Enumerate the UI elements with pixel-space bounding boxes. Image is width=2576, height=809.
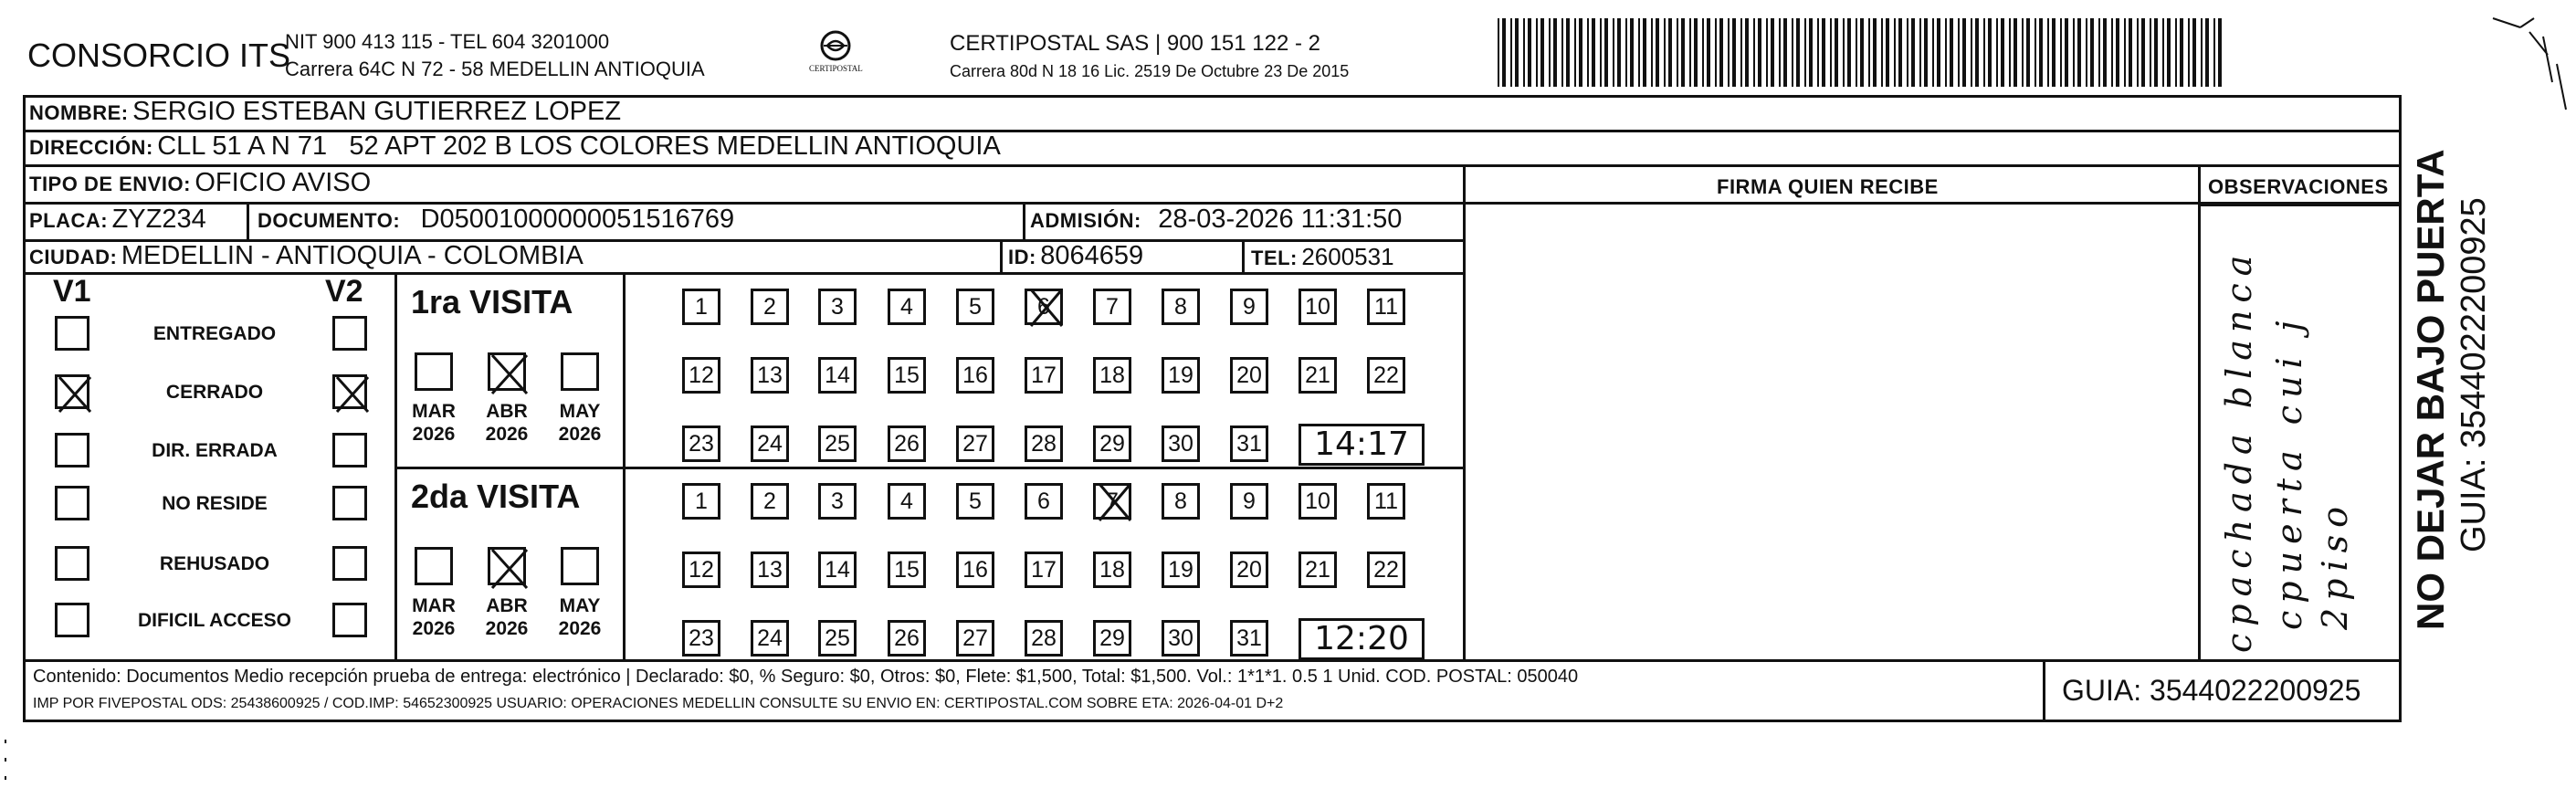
check-mark-icon [54, 373, 96, 415]
col-line [394, 272, 397, 659]
ciudad-value: MEDELLIN - ANTIOQUIA - COLOMBIA [121, 241, 584, 270]
tel-label: TEL: [1251, 247, 1298, 269]
certipostal-logo-icon [804, 27, 867, 82]
col-line [1242, 239, 1245, 272]
day-box[interactable]: 24 [751, 426, 789, 462]
month-year: 2026 [412, 424, 456, 445]
status-v2-checkbox[interactable] [332, 546, 367, 581]
footer-guia: GUIA: 3544022200925 [2062, 674, 2361, 707]
col-line [2043, 659, 2045, 720]
courier-address: Carrera 80d N 18 16 Lic. 2519 De Octubre 23 De 2015 [950, 62, 1350, 80]
certipostal-logo [804, 27, 867, 82]
row-line [394, 467, 1466, 469]
id-label: ID: [1008, 246, 1036, 268]
month-label [475, 400, 539, 446]
month-checkbox[interactable] [488, 352, 526, 391]
placa-row [29, 205, 206, 235]
month-year: 2026 [485, 424, 529, 445]
status-label: CERRADO [165, 382, 264, 403]
side-guia: GUIA: 3544022200925 [2455, 197, 2493, 552]
check-mark-icon [487, 546, 532, 592]
month-label [402, 594, 466, 640]
id-row [1008, 241, 1143, 271]
direccion-label: DIRECCIÓN: [29, 136, 153, 159]
day-box[interactable]: 28 [1025, 620, 1063, 657]
day-box[interactable]: 3 [818, 483, 857, 520]
day-box[interactable]: 26 [888, 426, 926, 462]
ciudad-label: CIUDAD: [29, 246, 118, 268]
day-box[interactable]: 16 [956, 357, 994, 394]
month-name: ABR [486, 595, 528, 616]
day-box[interactable]: 31 [1230, 620, 1268, 657]
day-box[interactable]: 16 [956, 552, 994, 588]
month-name: ABR [486, 401, 528, 422]
status-v2-checkbox[interactable] [332, 316, 367, 351]
no-dejar-warning: NO DEJAR BAJO PUERTA [2409, 149, 2452, 630]
month-name: MAR [412, 595, 456, 616]
day-box[interactable]: 13 [751, 552, 789, 588]
day-box[interactable]: 22 [1367, 552, 1405, 588]
month-year: 2026 [558, 618, 602, 639]
day-number: 6 [1037, 294, 1050, 320]
day-box[interactable]: 2 [751, 289, 789, 325]
month-year: 2026 [412, 618, 456, 639]
status-label: DIR. ERRADA [152, 440, 278, 461]
status-v1-checkbox[interactable] [55, 374, 89, 409]
check-mark-icon [1024, 286, 1069, 331]
status-v1-checkbox[interactable] [55, 316, 89, 351]
day-box[interactable]: 9 [1230, 289, 1268, 325]
day-box[interactable]: 7 [1093, 289, 1131, 325]
check-mark-icon [331, 373, 373, 415]
day-box[interactable]: 21 [1299, 357, 1337, 394]
visit-time: 12:20 [1299, 618, 1425, 660]
day-box[interactable]: 1 [682, 483, 720, 520]
firma-header: FIRMA QUIEN RECIBE [1717, 175, 1939, 198]
status-v2-checkbox[interactable] [332, 433, 367, 468]
status-v1-checkbox[interactable] [55, 546, 89, 581]
day-box[interactable]: 24 [751, 620, 789, 657]
day-box[interactable]: 29 [1093, 426, 1131, 462]
day-box[interactable]: 11 [1367, 289, 1405, 325]
month-label [548, 594, 612, 640]
company-address: Carrera 64C N 72 - 58 MEDELLIN ANTIOQUIA [285, 58, 705, 80]
footer-contenido: Contenido: Documentos Medio recepción prueba de entrega: electrónico | Declarado: $0, % Seguro: $0, Otros: $0, Flete: $1,500, Total: $1,500. Vol.: 1*1*1. 0.5 1 Unid. COD. POSTAL: 050040 [33, 667, 1579, 687]
tel-value: 2600531 [1301, 243, 1394, 270]
day-box[interactable]: 26 [888, 620, 926, 657]
month-label [402, 400, 466, 446]
courier-name: CERTIPOSTAL SAS | 900 151 122 - 2 [950, 31, 1320, 56]
frame-left [23, 95, 26, 722]
direccion-value: CLL 51 A N 71 52 APT 202 B LOS COLORES MEDELLIN ANTIOQUIA [157, 131, 1001, 161]
status-v1-checkbox[interactable] [55, 603, 89, 637]
status-label: ENTREGADO [152, 323, 277, 344]
company-nit: NIT 900 413 115 - TEL 604 3201000 [285, 30, 610, 53]
day-box[interactable]: 8 [1162, 289, 1200, 325]
day-box[interactable]: 20 [1230, 552, 1268, 588]
row-line [23, 164, 2402, 167]
month-checkbox[interactable] [415, 352, 453, 391]
visit-title: 2da VISITA [411, 478, 581, 515]
month-name: MAY [559, 401, 601, 422]
day-box[interactable]: 12 [682, 552, 720, 588]
month-checkbox[interactable] [415, 547, 453, 585]
col-line [1463, 164, 1466, 662]
col-line [1000, 239, 1003, 272]
day-box[interactable]: 10 [1299, 483, 1337, 520]
observaciones-header: OBSERVACIONES [2208, 175, 2389, 198]
v2-header: V2 [325, 274, 363, 309]
day-box[interactable]: 2 [751, 483, 789, 520]
day-box[interactable]: 28 [1025, 426, 1063, 462]
day-box[interactable]: 29 [1093, 620, 1131, 657]
col-line [2198, 164, 2201, 662]
day-box[interactable]: 30 [1162, 620, 1200, 657]
status-v1-checkbox[interactable] [55, 486, 89, 520]
observacion-line-1: cpachada blanca [2219, 247, 2259, 653]
documento-value: D05001000000051516769 [420, 205, 735, 234]
day-box[interactable]: 5 [956, 289, 994, 325]
day-box[interactable]: 23 [682, 426, 720, 462]
nombre-value: SERGIO ESTEBAN GUTIERREZ LOPEZ [132, 97, 622, 126]
frame-bottom [23, 720, 2402, 722]
day-box[interactable]: 19 [1162, 357, 1200, 394]
day-box[interactable]: 3 [818, 289, 857, 325]
day-box[interactable]: 27 [956, 620, 994, 657]
day-box[interactable]: 11 [1367, 483, 1405, 520]
day-box[interactable]: 30 [1162, 426, 1200, 462]
nombre-label: NOMBRE: [29, 101, 129, 124]
tipo-row [29, 168, 371, 198]
day-number: 7 [1106, 489, 1119, 514]
day-box[interactable]: 4 [888, 289, 926, 325]
day-box[interactable]: 21 [1299, 552, 1337, 588]
day-box[interactable]: 15 [888, 357, 926, 394]
row-line [2201, 204, 2402, 206]
observacion-line-2: cpuerta cui j [2269, 313, 2309, 630]
month-name: MAY [559, 595, 601, 616]
admision-label: ADMISIÓN: [1030, 209, 1141, 232]
day-box[interactable]: 4 [888, 483, 926, 520]
frame-right [2399, 95, 2402, 722]
day-box[interactable]: 9 [1230, 483, 1268, 520]
status-v2-checkbox[interactable] [332, 374, 367, 409]
day-box[interactable]: 22 [1367, 357, 1405, 394]
day-box[interactable]: 1 [682, 289, 720, 325]
col-line [623, 272, 626, 659]
direccion-row [29, 131, 1001, 162]
status-v2-checkbox[interactable] [332, 603, 367, 637]
day-box[interactable]: 19 [1162, 552, 1200, 588]
day-box[interactable]: 15 [888, 552, 926, 588]
status-v1-checkbox[interactable] [55, 433, 89, 468]
day-box[interactable] [1093, 483, 1131, 520]
day-box[interactable]: 13 [751, 357, 789, 394]
nombre-row [29, 97, 621, 127]
col-line [247, 202, 249, 239]
tipo-label: TIPO DE ENVIO: [29, 173, 191, 195]
month-checkbox[interactable] [561, 352, 599, 391]
id-value: 8064659 [1040, 241, 1144, 270]
day-box[interactable]: 25 [818, 426, 857, 462]
day-box[interactable]: 17 [1025, 357, 1063, 394]
check-mark-icon [1092, 480, 1138, 526]
day-box[interactable]: 14 [818, 357, 857, 394]
col-line [1023, 202, 1025, 239]
day-box[interactable]: 12 [682, 357, 720, 394]
day-box[interactable]: 8 [1162, 483, 1200, 520]
logo-text: CERTIPOSTAL [809, 64, 863, 73]
status-label: NO RESIDE [162, 493, 268, 514]
check-mark-icon [487, 352, 532, 397]
day-box[interactable]: 20 [1230, 357, 1268, 394]
tipo-value: OFICIO AVISO [195, 168, 372, 197]
month-year: 2026 [485, 618, 529, 639]
placa-label: PLACA: [29, 209, 109, 232]
day-box[interactable]: 6 [1025, 483, 1063, 520]
status-label: REHUSADO [159, 553, 270, 574]
day-box[interactable]: 31 [1230, 426, 1268, 462]
visit-title: 1ra VISITA [411, 283, 573, 320]
footer-imp: IMP POR FIVEPOSTAL ODS: 25438600925 / COD.IMP: 54652300925 USUARIO: OPERACIONES MEDELLIN CONSULTE SU ENVIO EN: CERTIPOSTAL.COM SOBRE ETA: 2026-04-01 D+2 [33, 696, 1284, 711]
v1-header: V1 [53, 274, 91, 309]
day-box[interactable]: 17 [1025, 552, 1063, 588]
day-box[interactable]: 23 [682, 620, 720, 657]
observacion-line-3: 2piso [2315, 499, 2355, 630]
row-line [23, 272, 1466, 275]
visit-time: 14:17 [1299, 424, 1425, 466]
admision-row [1030, 205, 1402, 235]
day-box[interactable]: 10 [1299, 289, 1337, 325]
day-box[interactable] [1025, 289, 1063, 325]
ciudad-row [29, 241, 584, 271]
status-label: DIFICIL ACCESO [137, 610, 291, 631]
month-label [548, 400, 612, 446]
scan-marks [2466, 0, 2575, 119]
month-label [475, 594, 539, 640]
barcode [1498, 18, 2228, 87]
admision-value: 28-03-2026 11:31:50 [1158, 205, 1403, 234]
status-v2-checkbox[interactable] [332, 486, 367, 520]
documento-row [258, 205, 734, 235]
day-box[interactable]: 25 [818, 620, 857, 657]
placa-value: ZYZ234 [111, 205, 206, 234]
day-box[interactable]: 18 [1093, 357, 1131, 394]
day-box[interactable]: 18 [1093, 552, 1131, 588]
company-name: CONSORCIO ITS [27, 37, 291, 74]
day-box[interactable]: 5 [956, 483, 994, 520]
tel-row [1251, 243, 1394, 271]
day-box[interactable]: 27 [956, 426, 994, 462]
month-checkbox[interactable] [561, 547, 599, 585]
month-name: MAR [412, 401, 456, 422]
month-checkbox[interactable] [488, 547, 526, 585]
day-box[interactable]: 14 [818, 552, 857, 588]
month-year: 2026 [558, 424, 602, 445]
margin-marks [0, 730, 18, 804]
documento-label: DOCUMENTO: [258, 209, 401, 232]
